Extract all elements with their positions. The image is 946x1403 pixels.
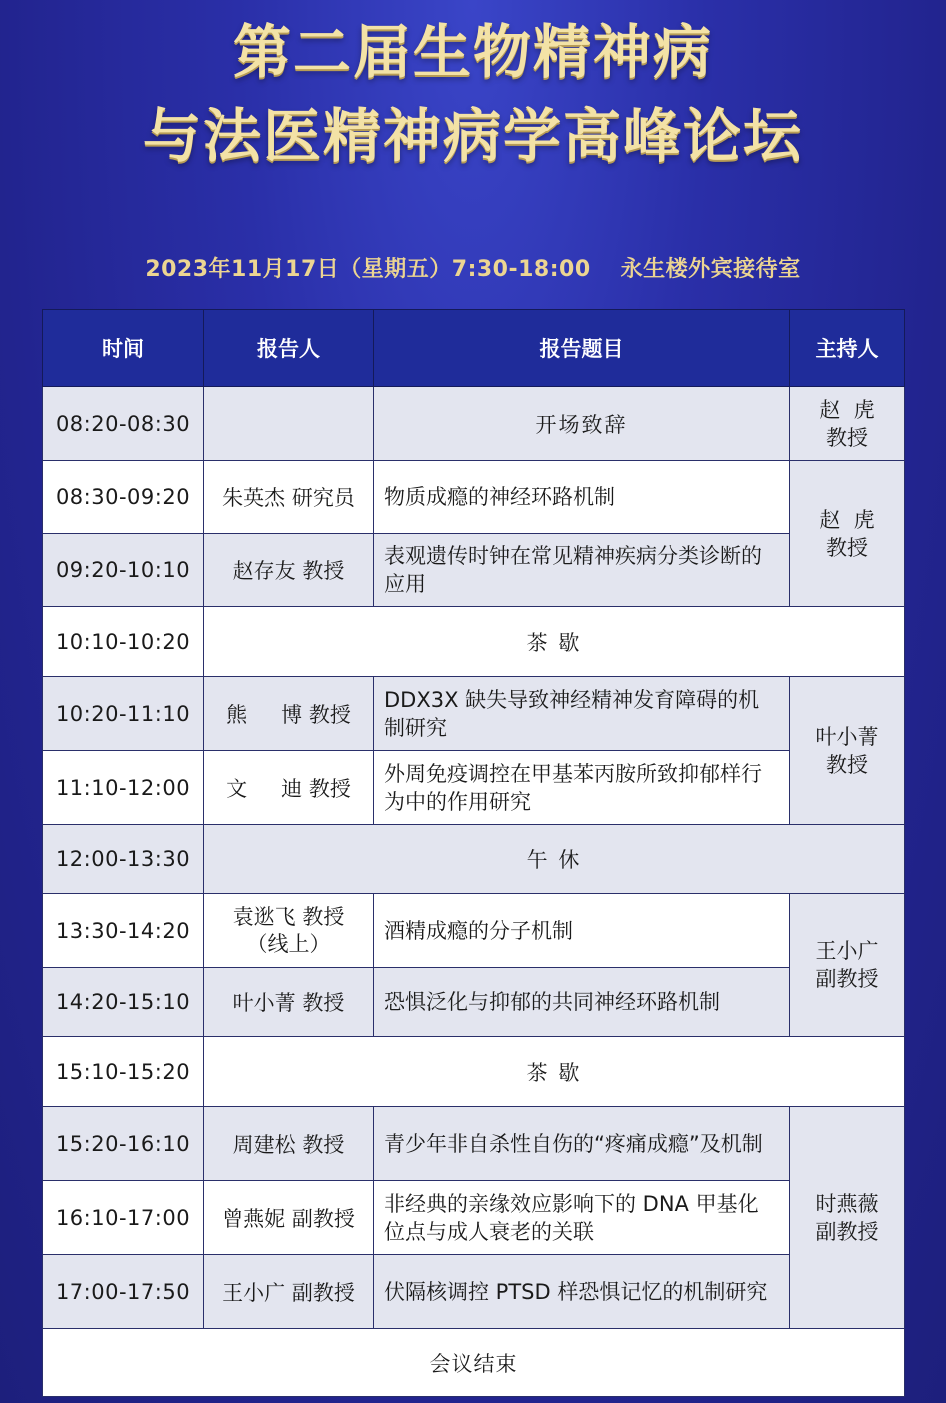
- row-time: 08:30-09:20: [43, 461, 204, 534]
- row-topic: 伏隔核调控 PTSD 样恐惧记忆的机制研究: [374, 1255, 790, 1329]
- forum-title-line2: 与法医精神病学高峰论坛: [142, 102, 803, 170]
- row-topic: DDX3X 缺失导致神经精神发育障碍的机制研究: [374, 677, 790, 751]
- table-row: [43, 1255, 905, 1329]
- speaker-name: 袁逖飞 教授: [232, 904, 345, 929]
- row-time: 11:10-12:00: [43, 751, 204, 825]
- row-topic: 外周免疫调控在甲基苯丙胺所致抑郁样行为中的作用研究: [374, 751, 790, 825]
- break-label: 茶 歇: [204, 1037, 905, 1107]
- table-row: [43, 1329, 905, 1397]
- row-speaker: 叶小菁 教授: [204, 968, 374, 1037]
- row-topic: 非经典的亲缘效应影响下的 DNA 甲基化位点与成人衰老的关联: [374, 1181, 790, 1255]
- row-time: 15:10-15:20: [43, 1037, 204, 1107]
- row-speaker: [204, 387, 374, 461]
- row-topic: 青少年非自杀性自伤的“疼痛成瘾”及机制: [374, 1107, 790, 1181]
- row-time: 09:20-10:10: [43, 534, 204, 607]
- row-time: 15:20-16:10: [43, 1107, 204, 1181]
- row-speaker: [204, 894, 374, 968]
- row-time: 14:20-15:10: [43, 968, 204, 1037]
- row-speaker: [204, 751, 374, 825]
- row-host: [790, 461, 905, 607]
- speaker-surname: 熊: [226, 702, 248, 727]
- host-name: 叶小菁: [815, 724, 879, 749]
- row-speaker: 周建松 教授: [204, 1107, 374, 1181]
- host-name: 时燕薇: [815, 1191, 879, 1216]
- row-time: 12:00-13:30: [43, 825, 204, 894]
- row-topic: 酒精成瘾的分子机制: [374, 894, 790, 968]
- row-speaker: [204, 677, 374, 751]
- row-time: 17:00-17:50: [43, 1255, 204, 1329]
- table-row: [43, 894, 905, 968]
- header-time: 时间: [43, 310, 204, 387]
- forum-title-line1: 第二届生物精神病: [232, 18, 713, 86]
- row-host: [790, 387, 905, 461]
- break-label: 茶 歇: [204, 607, 905, 677]
- table-row: [43, 1181, 905, 1255]
- row-speaker: 王小广 副教授: [204, 1255, 374, 1329]
- row-time: 16:10-17:00: [43, 1181, 204, 1255]
- row-topic: 表观遗传时钟在常见精神疾病分类诊断的应用: [374, 534, 790, 607]
- speaker-rest: 迪 教授: [281, 776, 351, 801]
- row-speaker: 曾燕妮 副教授: [204, 1181, 374, 1255]
- row-topic: 开场致辞: [374, 387, 790, 461]
- host-name: 赵 虎: [819, 397, 875, 422]
- speaker-note: （线上）: [246, 931, 331, 956]
- host-title: 教授: [826, 752, 868, 777]
- speaker-surname: 文: [226, 776, 248, 801]
- host-title: 副教授: [815, 967, 879, 991]
- table-row: [43, 825, 905, 894]
- row-time: 10:20-11:10: [43, 677, 204, 751]
- event-venue: 永生楼外宾接待室: [620, 257, 801, 282]
- table-row: [43, 387, 905, 461]
- table-row: [43, 677, 905, 751]
- row-speaker: 赵存友 教授: [204, 534, 374, 607]
- speaker-rest: 博 教授: [281, 702, 351, 727]
- table-row: [43, 968, 905, 1037]
- host-title: 副教授: [815, 1219, 879, 1244]
- break-label: 午 休: [204, 825, 905, 894]
- row-time: 08:20-08:30: [43, 387, 204, 461]
- session-end-label: 会议结束: [43, 1329, 905, 1397]
- schedule-table: [42, 309, 905, 1397]
- host-title: 教授: [826, 425, 868, 450]
- header-host: 主持人: [790, 310, 905, 387]
- host-name: 王小广: [815, 939, 879, 963]
- row-topic: 恐惧泛化与抑郁的共同神经环路机制: [374, 968, 790, 1037]
- row-host: [790, 1107, 905, 1329]
- header-topic: 报告题目: [374, 310, 790, 387]
- host-name: 赵 虎: [819, 507, 875, 532]
- event-info: [0, 252, 946, 283]
- header-speaker: 报告人: [204, 310, 374, 387]
- row-host: [790, 677, 905, 825]
- host-title: 教授: [826, 535, 868, 560]
- row-topic: 物质成瘾的神经环路机制: [374, 461, 790, 534]
- row-time: 13:30-14:20: [43, 894, 204, 968]
- table-row: [43, 1037, 905, 1107]
- table-row: [43, 1107, 905, 1181]
- row-host: [790, 894, 905, 1037]
- table-row: [43, 607, 905, 677]
- table-row: [43, 461, 905, 534]
- row-time: 10:10-10:20: [43, 607, 204, 677]
- event-datetime: 2023年11月17日（星期五）7:30-18:00: [145, 257, 591, 282]
- table-row: [43, 751, 905, 825]
- row-speaker: 朱英杰 研究员: [204, 461, 374, 534]
- table-row: [43, 534, 905, 607]
